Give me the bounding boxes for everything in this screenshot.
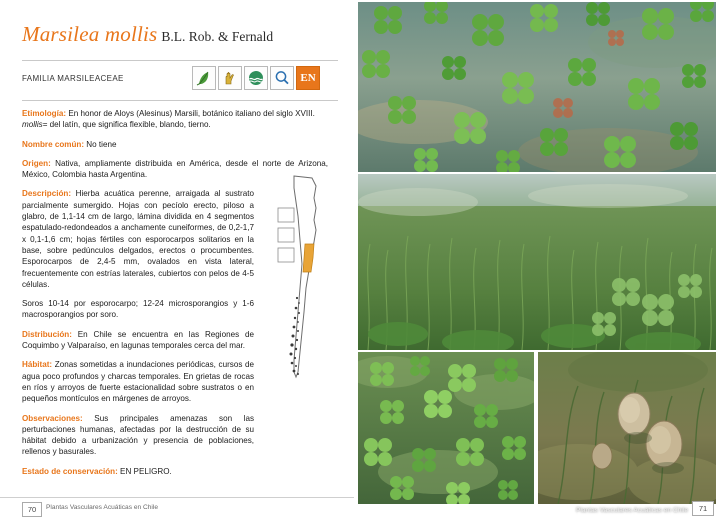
species-name: Marsilea mollis — [22, 22, 158, 46]
family-row — [22, 66, 338, 96]
page-title — [22, 22, 338, 47]
section-distribucion — [22, 329, 254, 352]
leaf-habit-icon — [192, 66, 216, 90]
page-footer-left — [0, 497, 354, 520]
text-page — [0, 0, 354, 520]
magnifier-icon — [270, 66, 294, 90]
conservation-badge-icon: EN — [296, 66, 320, 90]
footer-title-left: Plantas Vasculares Acuáticas en Chile — [46, 504, 159, 511]
chile-distribution-map — [272, 172, 338, 380]
text-etimologia-italic: mollis — [22, 120, 43, 130]
section-habitat — [22, 359, 254, 404]
photo-marsilea-habitat-wetland — [358, 174, 716, 350]
page-number-right: 71 — [692, 501, 714, 516]
section-descripcion — [22, 188, 254, 290]
page-number-left: 70 — [22, 502, 42, 517]
text-origen: Nativa, ampliamente distribuida en América, desde el norte de Arizona, México, Colombia hasta Argentina. — [22, 158, 328, 180]
section-etimologia — [22, 108, 328, 131]
photo-page — [354, 0, 720, 520]
text-estado-conservacion: EN PELIGRO. — [117, 466, 172, 476]
page-footer-right — [354, 504, 720, 520]
divider-top — [22, 60, 338, 61]
label-origen: Origen: — [22, 158, 51, 168]
label-distribucion: Distribución: — [22, 329, 72, 339]
text-observaciones: Sus principales amenazas son las perturbaciones humanas, afectadas por la destrucción de su hábitat debido a urbanización y presencia de poblaciones, rellenos y basurales. — [22, 413, 254, 457]
photo-marsilea-sporocarps-detail — [538, 352, 716, 504]
family-name: FAMILIA MARSILEACEAE — [22, 74, 124, 83]
photo-marsilea-colony-ground — [358, 352, 534, 504]
section-estado-conservacion — [22, 466, 254, 477]
section-observaciones — [22, 413, 254, 458]
label-etimologia: Etimología: — [22, 109, 67, 118]
label-observaciones: Observaciones: — [22, 413, 83, 423]
text-descripcion: Hierba acuática perenne, arraigada al sustrato parcialmente sumergido. Hojas con pecíolo erecto, piloso a glabro, de 1,1-14 cm de largo, lámina dividida en 4 segmentos espatulado-redondeados a anchamente cuneiformes, de 0,2-1,7 x 0,1-1,6 cm; hojas fértiles con esporocarpos solitarios en la base, sobre pedúnculos delgados, erectos o procumbentes. Esporocarpos de 2,4-5 mm, ovalados en vista lateral, frecuentemente con estrías laterales, cubiertos con pelos de 4-5 células. — [22, 189, 254, 289]
hand-use-icon — [218, 66, 242, 90]
text-etimologia-second: = del latín, que significa flexible, blando, tierno. — [42, 120, 211, 130]
label-nombre-comun: Nombre común: — [22, 139, 85, 149]
divider-bottom — [22, 100, 338, 101]
section-nombre-comun — [22, 139, 328, 150]
label-descripcion: Descripción: — [22, 189, 72, 199]
text-etimologia: En honor de Aloys (Alesinus) Marsili, botánico italiano del siglo XVIII. — [66, 109, 315, 118]
text-descripcion-extra: Soros 10-14 por esporocarpo; 12-24 microsporangios y 1-6 macrosporangios por soro. — [22, 299, 254, 320]
footer-title-right: Plantas Vasculares Acuáticas en Chile — [575, 507, 688, 514]
text-nombre-comun: No tiene — [84, 139, 117, 149]
water-habitat-icon — [244, 66, 268, 90]
text-habitat: Zonas sometidas a inundaciones periódicas, cursos de agua poco profundos y charcas temporales. En grietas de rocas en ríos y arroyos de fuerte estacionalidad sobre sustratos o en pequeños montículos en márgenes de arroyos. — [22, 360, 254, 404]
text-distribucion: En Chile se encuentra en las Regiones de Coquimbo y Valparaíso, en lagunas temporales cerca del mar. — [22, 329, 254, 351]
photo-marsilea-floating-leaves — [358, 2, 716, 172]
section-descripcion-extra — [22, 298, 254, 321]
label-estado-conservacion: Estado de conservación: — [22, 466, 118, 476]
label-habitat: Hábitat: — [22, 360, 53, 370]
species-authority: B.L. Rob. & Fernald — [161, 29, 274, 44]
icon-strip — [192, 66, 320, 90]
